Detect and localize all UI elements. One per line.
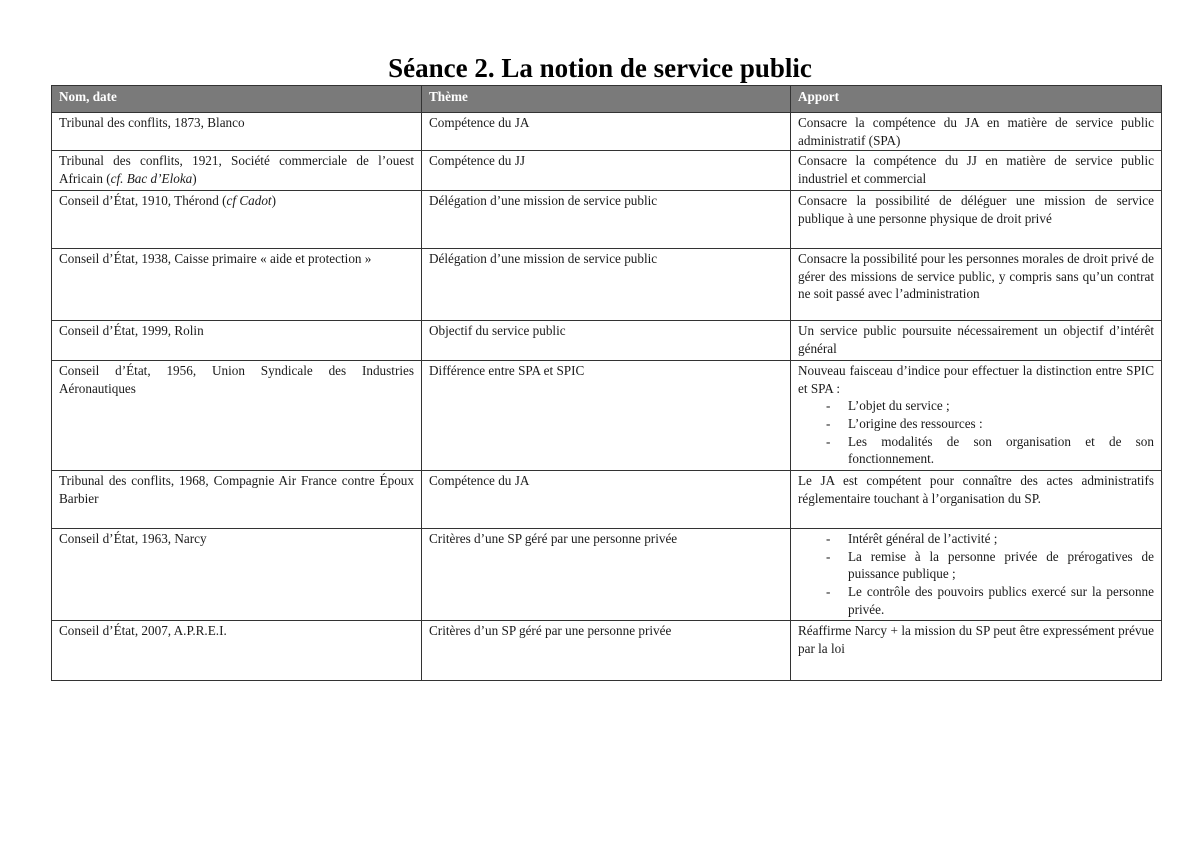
table-row	[52, 529, 1162, 621]
cell-apport: Consacre la compétence du JA en matière de service public administratif (SPA)	[791, 113, 1162, 151]
table-row	[52, 471, 1162, 529]
case-name: Conseil d’État, 1910, Thérond (	[59, 193, 227, 209]
cell-nom-date	[52, 191, 422, 249]
cell-nom-date: Conseil d’État, 1938, Caisse primaire « aide et protection »	[52, 249, 422, 321]
cell-apport	[791, 529, 1162, 621]
case-reference: cf. Bac d’Eloka	[110, 170, 193, 186]
cell-theme: Compétence du JA	[422, 471, 791, 529]
cell-nom-date: Conseil d’État, 1999, Rolin	[52, 321, 422, 361]
criteria-list	[798, 397, 1154, 467]
cell-theme: Différence entre SPA et SPIC	[422, 361, 791, 471]
table-row	[52, 361, 1162, 471]
table-row	[52, 249, 1162, 321]
table-row	[52, 113, 1162, 151]
list-item: - Les modalités de son organisation et de son fonctionnement.	[826, 433, 1154, 468]
page-title: Séance 2. La notion de service public	[388, 53, 812, 83]
header-nom-date: Nom, date	[52, 86, 422, 113]
cell-apport	[791, 361, 1162, 471]
list-item: - La remise à la personne privée de prérogatives de puissance publique ;	[826, 548, 1154, 583]
cell-theme: Objectif du service public	[422, 321, 791, 361]
table-row	[52, 621, 1162, 681]
list-item: - L’origine des ressources :	[826, 415, 1154, 433]
case-name-close: )	[271, 193, 276, 209]
criteria-list	[798, 530, 1154, 618]
cell-apport: Consacre la compétence du JJ en matière de service public industriel et commercial	[791, 151, 1162, 191]
cell-nom-date	[52, 151, 422, 191]
jurisprudence-table	[51, 85, 1162, 681]
cell-apport: Un service public poursuite nécessairement un objectif d’intérêt général	[791, 321, 1162, 361]
table-header-row	[52, 86, 1162, 113]
table-row	[52, 151, 1162, 191]
cell-theme: Critères d’une SP géré par une personne privée	[422, 529, 791, 621]
cell-nom-date: Conseil d’État, 1963, Narcy	[52, 529, 422, 621]
apport-intro: Nouveau faisceau d’indice pour effectuer la distinction entre SPIC et SPA :	[798, 363, 1154, 396]
table-row	[52, 191, 1162, 249]
cell-theme: Délégation d’une mission de service public	[422, 249, 791, 321]
cell-apport: Le JA est compétent pour connaître des actes administratifs réglementaire touchant à l’organisation du SP.	[791, 471, 1162, 529]
cell-theme: Compétence du JJ	[422, 151, 791, 191]
cell-theme: Critères d’un SP géré par une personne privée	[422, 621, 791, 681]
cell-nom-date: Tribunal des conflits, 1873, Blanco	[52, 113, 422, 151]
case-reference: cf Cadot	[226, 193, 272, 209]
list-item: - Le contrôle des pouvoirs publics exercé sur la personne privée.	[826, 583, 1154, 618]
list-item: - Intérêt général de l’activité ;	[826, 530, 1154, 548]
cell-nom-date: Conseil d’État, 2007, A.P.R.E.I.	[52, 621, 422, 681]
cell-theme: Compétence du JA	[422, 113, 791, 151]
cell-nom-date: Conseil d’État, 1956, Union Syndicale des Industries Aéronautiques	[52, 361, 422, 471]
cell-nom-date: Tribunal des conflits, 1968, Compagnie Air France contre Époux Barbier	[52, 471, 422, 529]
cell-apport: Réaffirme Narcy + la mission du SP peut être expressément prévue par la loi	[791, 621, 1162, 681]
cell-theme: Délégation d’une mission de service public	[422, 191, 791, 249]
cell-apport: Consacre la possibilité pour les personnes morales de droit privé de gérer des missions de service public, y compris sans qu’un contrat ne soit passé avec l’administration	[791, 249, 1162, 321]
case-name-close: )	[192, 170, 197, 186]
header-theme: Thème	[422, 86, 791, 113]
list-item: - L’objet du service ;	[826, 397, 1154, 415]
cell-apport: Consacre la possibilité de déléguer une mission de service publique à une personne physique de droit privé	[791, 191, 1162, 249]
header-apport: Apport	[791, 86, 1162, 113]
case-name: Tribunal des conflits, 1921, Société commerciale de l’ouest Africain (	[59, 153, 414, 186]
table-row	[52, 321, 1162, 361]
